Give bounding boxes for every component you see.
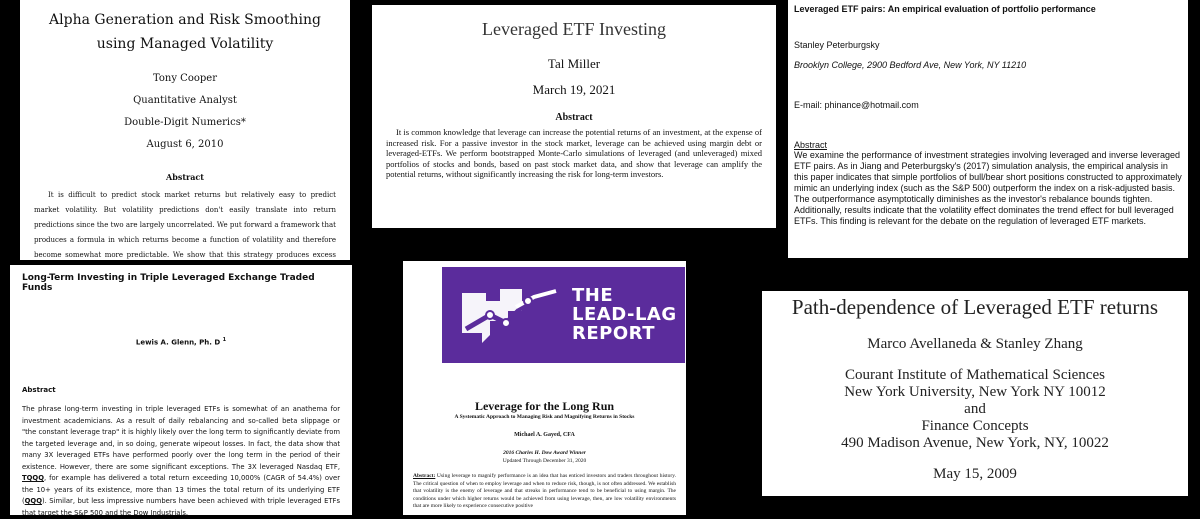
institution-line: 490 Madison Avenue, New York, NY, 10022 <box>841 435 1109 451</box>
author-org: Double-Digit Numerics* <box>124 117 246 128</box>
abstract-heading: Abstract <box>794 140 828 150</box>
paper-title: Long-Term Investing in Triple Leveraged Exchange Traded Funds <box>22 273 315 293</box>
abstract-heading: Abstract: <box>413 473 436 479</box>
paper-leveraged-etf-pairs <box>788 0 1188 258</box>
author-name: Tal Miller <box>547 56 601 71</box>
abstract-text: We examine the performance of investment strategies involving leveraged and inverse leveraged ETF pairs. As in Jiang and Peterburgsky's (2017) simulation analysis, the empirical analysis in this paper indicates that simple portfolios of bull/bear short positions constructed to approximately mimic an underlying index (such as the S&P 500) outperform the index on a risk-adjusted basis. The outperformance asymptotically diminishes as the investor's rebalance bounds tighten. Additionally, results indicate that the volatility effect dominates the trend effect for bull leveraged ETFs. This finding is relevant for the debate on the regulation of leveraged ETF markets. <box>794 150 1182 226</box>
paper-date: May 15, 2009 <box>933 466 1017 482</box>
institution-line: Finance Concepts <box>921 418 1029 434</box>
abstract-part: , for example has delivered a total return exceeding 10,000% (CAGR of 54.4%) over the 10+ years of its existence, more than 13 times the total return of its underlying ETF ( <box>22 474 340 506</box>
ticker-qqq: QQQ <box>24 497 42 506</box>
paper-title: Leveraged ETF pairs: An empirical evaluation of portfolio performance <box>794 4 1096 14</box>
abstract-text: It is difficult to predict stock market returns but relatively easy to predict market volatility. But volatility predictions don't easily translate into return predictions since the two are largely uncorrelated. We put forward a framework that produces a formula in which returns become a function of volatility and therefore become somewhat more predictable. We show that this strategy produces excess <box>34 191 336 259</box>
award-note: 2016 Charles H. Dow Award Winner <box>503 450 586 456</box>
paper-title: Alpha Generation and Risk Smoothing using Managed Volatility <box>49 12 321 52</box>
institution-line: New York University, New York NY 10012 <box>844 384 1106 400</box>
logo-text-line: THE <box>572 285 614 306</box>
author-name: Stanley Peterburgsky <box>794 40 880 50</box>
abstract-text <box>413 473 676 511</box>
paper-date: August 6, 2010 <box>146 139 224 150</box>
abstract-text <box>22 404 340 519</box>
paper-alpha-generation <box>20 0 350 260</box>
paper-date: March 19, 2021 <box>532 82 616 97</box>
abstract-text: It is common knowledge that leverage can increase the potential returns of an investment, at the expense of increased risk. For a passive investor in the stock market, leverage can be achieved using margin debt or leveraged-ETFs. We perform bootstrapped Monte-Carlo simulations of leveraged (and unleveraged) mixed portfolios of stocks and bonds, based on past stock market data, and show that leverage can amplify the potential returns, without significantly increasing the risk for long-term investors. <box>386 127 762 179</box>
institution-line: and <box>964 401 986 417</box>
updated-note: Updated Through December 31, 2020 <box>502 458 587 464</box>
author-block <box>22 337 340 346</box>
author-affiliation: Brooklyn College, 2900 Bedford Ave, New York, NY 11210 <box>794 60 1027 70</box>
paper-title: Path-dependence of Leveraged ETF returns <box>791 295 1159 319</box>
paper-path-dependence <box>762 291 1188 496</box>
author-name: Tony Cooper <box>153 73 217 84</box>
author-email: E-mail: phinance@hotmail.com <box>794 100 919 110</box>
paper-leverage-long-run <box>403 261 686 515</box>
author-names: Marco Avellaneda & Stanley Zhang <box>867 336 1083 352</box>
paper-title: Leveraged ETF Investing <box>482 19 666 39</box>
paper-subtitle: A Systematic Approach to Managing Risk and Magnifying Returns in Stocks <box>454 414 635 420</box>
author-name: Lewis A. Glenn, Ph. D <box>135 338 221 347</box>
abstract-part: The phrase long-term investing in triple leveraged ETFs is somewhat of an anathema for investment academicians. As a result of daily rebalancing and so-called beta slippage or "the constant leverage trap" it is highly likely over the long term to significantly deviate from the targeted leverage and, in so doing, generate wipeout losses. In fact, the data show that many 3X leveraged ETFs have performed poorly over the long term in the period of their existence. However, there are some significant exceptions. The 3X leveraged Nasdaq ETF, <box>22 405 340 471</box>
logo-text-line: LEAD-LAG <box>572 304 677 325</box>
paper-leveraged-etf-investing <box>372 5 776 228</box>
paper-triple-leveraged <box>10 265 352 515</box>
abstract-heading: Abstract <box>555 112 593 123</box>
abstract-heading: Abstract <box>22 386 56 395</box>
ticker-tqqq: TQQQ <box>22 474 44 483</box>
abstract-body: Using leverage to magnify performance is an idea that has enticed investors and traders throughout history. The critical question of when to employ leverage and when to reduce risk, though, is not often addressed. We establish that volatility is the enemy of leverage and that streaks in performance tend to be beneficial to using margin. The conditions under which higher returns would be achieved from using leverage, then, are low volatility environments that are more likely to experience consecutive positive <box>413 473 676 509</box>
logo-text-line: REPORT <box>572 323 655 344</box>
institution-line: Courant Institute of Mathematical Sciences <box>845 367 1105 383</box>
abstract-part: ). Similar, but less impressive numbers have been achieved with triple leveraged ETFs that target the S&P 500 and the Dow Industrials. <box>22 497 340 517</box>
abstract-heading: Abstract <box>166 172 204 182</box>
chart-logo-icon <box>456 285 562 347</box>
author-role: Quantitative Analyst <box>133 95 237 106</box>
paper-title: Leverage for the Long Run <box>474 399 615 413</box>
author-footnote-mark: 1 <box>222 337 227 343</box>
author-name: Michael A. Gayed, CFA <box>514 432 575 438</box>
lead-lag-report-logo <box>442 267 685 363</box>
